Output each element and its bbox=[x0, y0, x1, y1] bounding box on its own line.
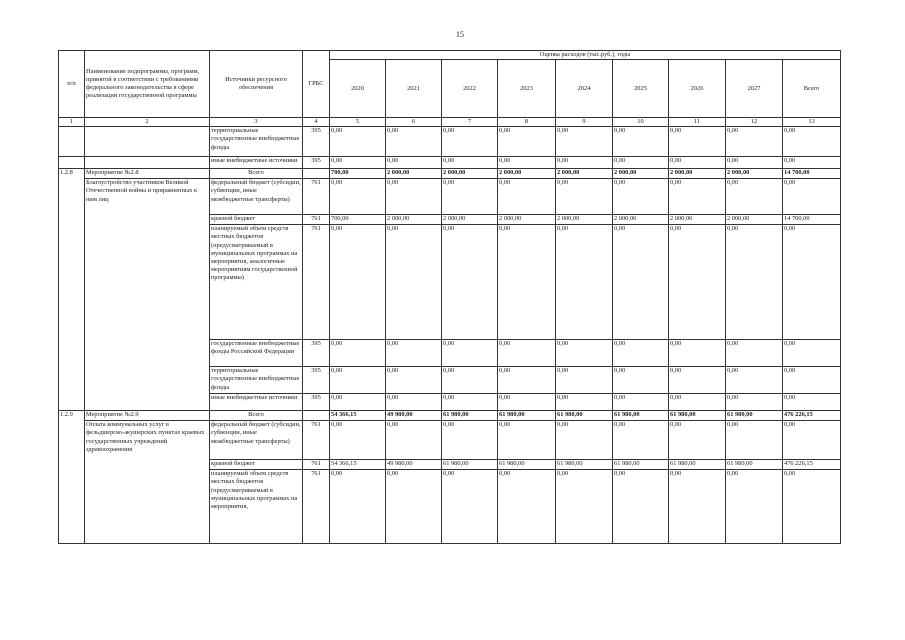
activity-number: 1.2.9 bbox=[59, 411, 85, 544]
budget-table bbox=[58, 50, 841, 544]
value-cell: 0,00 bbox=[783, 179, 841, 215]
header-year: 2020 bbox=[330, 60, 386, 118]
value-cell: 0,00 bbox=[726, 225, 783, 340]
header-col-number: 10 bbox=[613, 118, 669, 127]
value-cell: 0,00 bbox=[726, 127, 783, 157]
value-cell: 0,00 bbox=[556, 394, 613, 411]
table-row bbox=[59, 421, 841, 460]
header-col-number: 2 bbox=[85, 118, 210, 127]
value-cell: 0,00 bbox=[330, 421, 386, 460]
source-cell: территориальные государственные внебюджетные фонды bbox=[210, 367, 303, 394]
value-cell: 0,00 bbox=[669, 127, 726, 157]
value-cell: 2 000,00 bbox=[498, 215, 556, 225]
value-cell: 0,00 bbox=[386, 367, 442, 394]
grbs-cell: 761 bbox=[303, 470, 330, 544]
value-cell: 0,00 bbox=[783, 367, 841, 394]
value-cell: 0,00 bbox=[442, 470, 498, 544]
grbs-cell: 761 bbox=[303, 215, 330, 225]
value-cell: 0,00 bbox=[386, 179, 442, 215]
value-cell: 0,00 bbox=[726, 470, 783, 544]
value-cell: 0,00 bbox=[330, 340, 386, 367]
activity-description: Оплата коммунальных услуг в фельдшерско-акушерских пунктах краевых государственных учреждений здравоохранения bbox=[85, 421, 210, 544]
value-cell: 0,00 bbox=[783, 157, 841, 169]
source-cell: иные внебюджетные источники bbox=[210, 394, 303, 411]
value-cell: 0,00 bbox=[386, 340, 442, 367]
header-year: 2023 bbox=[498, 60, 556, 118]
value-cell: 0,00 bbox=[669, 340, 726, 367]
value-cell: 0,00 bbox=[669, 367, 726, 394]
value-cell: 2 000,00 bbox=[386, 215, 442, 225]
value-cell: 0,00 bbox=[442, 394, 498, 411]
value-cell: 0,00 bbox=[613, 470, 669, 544]
header-year: 2022 bbox=[442, 60, 498, 118]
grbs-cell: 395 bbox=[303, 394, 330, 411]
value-cell: 49 980,00 bbox=[386, 460, 442, 470]
source-cell: государственные внебюджетные фонды Российской Федерации bbox=[210, 340, 303, 367]
value-cell: 0,00 bbox=[498, 157, 556, 169]
value-cell: 0,00 bbox=[783, 470, 841, 544]
value-cell: 0,00 bbox=[498, 394, 556, 411]
value-cell: 0,00 bbox=[783, 394, 841, 411]
activity-number: 1.2.8 bbox=[59, 169, 85, 411]
value-cell: 2 000,00 bbox=[442, 215, 498, 225]
value-cell: 61 980,00 bbox=[442, 460, 498, 470]
value-cell: 0,00 bbox=[669, 179, 726, 215]
source-cell: федеральный бюджет (субсидии, субвенции, иные межбюджетные трансферты) bbox=[210, 421, 303, 460]
value-cell: 0,00 bbox=[498, 421, 556, 460]
source-total-cell: Всего bbox=[210, 169, 303, 179]
grbs-cell: 761 bbox=[303, 179, 330, 215]
value-cell: 61 980,00 bbox=[669, 411, 726, 421]
header-col-number: 4 bbox=[303, 118, 330, 127]
grbs-cell: 395 bbox=[303, 157, 330, 169]
table-row bbox=[59, 411, 841, 421]
value-cell: 2 000,00 bbox=[613, 215, 669, 225]
header-col-number: 9 bbox=[556, 118, 613, 127]
header-col-number: 8 bbox=[498, 118, 556, 127]
value-cell: 0,00 bbox=[783, 421, 841, 460]
value-cell: 61 980,00 bbox=[498, 460, 556, 470]
value-cell: 2 000,00 bbox=[386, 169, 442, 179]
value-cell: 0,00 bbox=[386, 470, 442, 544]
value-cell: 14 700,00 bbox=[783, 169, 841, 179]
grbs-cell bbox=[303, 411, 330, 421]
value-cell: 0,00 bbox=[442, 225, 498, 340]
header-source: Источники ресурсного обеспечения bbox=[210, 51, 303, 118]
num-cell bbox=[59, 157, 85, 169]
grbs-cell: 395 bbox=[303, 367, 330, 394]
value-cell: 0,00 bbox=[442, 127, 498, 157]
value-cell: 700,00 bbox=[330, 169, 386, 179]
value-cell: 0,00 bbox=[330, 127, 386, 157]
value-cell: 0,00 bbox=[783, 225, 841, 340]
header-year: 2026 bbox=[669, 60, 726, 118]
value-cell: 2 000,00 bbox=[726, 215, 783, 225]
value-cell: 0,00 bbox=[613, 225, 669, 340]
value-cell: 0,00 bbox=[669, 394, 726, 411]
source-cell: краевой бюджет bbox=[210, 460, 303, 470]
value-cell: 0,00 bbox=[669, 470, 726, 544]
value-cell: 0,00 bbox=[498, 340, 556, 367]
value-cell: 61 980,00 bbox=[556, 460, 613, 470]
value-cell: 0,00 bbox=[498, 127, 556, 157]
header-col-number: 11 bbox=[669, 118, 726, 127]
value-cell: 0,00 bbox=[613, 127, 669, 157]
source-cell: федеральный бюджет (субсидии, субвенции, иные межбюджетные трансферты) bbox=[210, 179, 303, 215]
value-cell: 2 000,00 bbox=[498, 169, 556, 179]
name-cell bbox=[85, 127, 210, 157]
value-cell: 0,00 bbox=[330, 394, 386, 411]
value-cell: 61 980,00 bbox=[613, 411, 669, 421]
grbs-cell: 395 bbox=[303, 127, 330, 157]
value-cell: 0,00 bbox=[613, 340, 669, 367]
value-cell: 2 000,00 bbox=[669, 169, 726, 179]
value-cell: 0,00 bbox=[330, 179, 386, 215]
value-cell: 0,00 bbox=[498, 470, 556, 544]
name-cell bbox=[85, 157, 210, 169]
source-total-cell: Всего bbox=[210, 411, 303, 421]
value-cell: 61 980,00 bbox=[442, 411, 498, 421]
activity-title: Мероприятие №2.9 bbox=[85, 411, 210, 421]
table-row bbox=[59, 127, 841, 157]
header-col-number: 12 bbox=[726, 118, 783, 127]
value-cell: 0,00 bbox=[613, 394, 669, 411]
value-cell: 49 980,00 bbox=[386, 411, 442, 421]
header-year: 2021 bbox=[386, 60, 442, 118]
value-cell: 0,00 bbox=[442, 421, 498, 460]
activity-description: Благоустройство участников Великой Отечественной войны и приравненных к ним лиц bbox=[85, 179, 210, 411]
value-cell: 0,00 bbox=[556, 421, 613, 460]
value-cell: 0,00 bbox=[669, 421, 726, 460]
value-cell: 2 000,00 bbox=[613, 169, 669, 179]
value-cell: 0,00 bbox=[498, 367, 556, 394]
value-cell: 0,00 bbox=[556, 470, 613, 544]
value-cell: 61 980,00 bbox=[726, 411, 783, 421]
num-cell bbox=[59, 127, 85, 157]
value-cell: 0,00 bbox=[330, 470, 386, 544]
value-cell: 0,00 bbox=[613, 421, 669, 460]
value-cell: 0,00 bbox=[556, 367, 613, 394]
value-cell: 0,00 bbox=[783, 127, 841, 157]
source-cell: территориальные государственные внебюджетные фонды bbox=[210, 127, 303, 157]
grbs-cell: 761 bbox=[303, 421, 330, 460]
value-cell: 0,00 bbox=[442, 340, 498, 367]
header-num: п/п bbox=[59, 51, 85, 118]
value-cell: 0,00 bbox=[442, 157, 498, 169]
value-cell: 0,00 bbox=[330, 367, 386, 394]
table-row bbox=[59, 169, 841, 179]
value-cell: 2 000,00 bbox=[556, 215, 613, 225]
value-cell: 0,00 bbox=[726, 179, 783, 215]
value-cell: 14 700,00 bbox=[783, 215, 841, 225]
value-cell: 61 980,00 bbox=[726, 460, 783, 470]
header-col-number: 7 bbox=[442, 118, 498, 127]
value-cell: 0,00 bbox=[726, 421, 783, 460]
value-cell: 0,00 bbox=[442, 367, 498, 394]
table-row bbox=[59, 157, 841, 169]
value-cell: 0,00 bbox=[783, 340, 841, 367]
value-cell: 0,00 bbox=[386, 421, 442, 460]
value-cell: 54 366,15 bbox=[330, 411, 386, 421]
value-cell: 476 226,15 bbox=[783, 411, 841, 421]
activity-title: Мероприятие №2.8 bbox=[85, 169, 210, 179]
value-cell: 0,00 bbox=[556, 179, 613, 215]
grbs-cell: 395 bbox=[303, 340, 330, 367]
source-cell: планируемый объем средств местных бюджетов (предусматриваемый в муниципальных программах на мероприятия, bbox=[210, 470, 303, 544]
page-number: 15 bbox=[456, 30, 464, 39]
value-cell: 2 000,00 bbox=[442, 169, 498, 179]
value-cell: 0,00 bbox=[726, 340, 783, 367]
value-cell: 0,00 bbox=[386, 394, 442, 411]
value-cell: 0,00 bbox=[726, 157, 783, 169]
table-row bbox=[59, 179, 841, 215]
value-cell: 0,00 bbox=[386, 157, 442, 169]
value-cell: 0,00 bbox=[498, 225, 556, 340]
header-year: 2027 bbox=[726, 60, 783, 118]
value-cell: 0,00 bbox=[330, 157, 386, 169]
value-cell: 0,00 bbox=[726, 394, 783, 411]
value-cell: 476 226,15 bbox=[783, 460, 841, 470]
source-cell: иные внебюджетные источники bbox=[210, 157, 303, 169]
grbs-cell: 761 bbox=[303, 225, 330, 340]
header-year: 2025 bbox=[613, 60, 669, 118]
value-cell: 0,00 bbox=[726, 367, 783, 394]
header-year: 2024 bbox=[556, 60, 613, 118]
header-col-number: 3 bbox=[210, 118, 303, 127]
value-cell: 0,00 bbox=[556, 225, 613, 340]
source-cell: планируемый объем средств местных бюджетов (предусматриваемый в муниципальных программах на мероприятия, аналогичные мероприятиям государственной программы) bbox=[210, 225, 303, 340]
header-estimate: Оценка расходов (тыс.руб.), годы bbox=[330, 51, 841, 60]
value-cell: 0,00 bbox=[442, 179, 498, 215]
header-year: Всего bbox=[783, 60, 841, 118]
value-cell: 0,00 bbox=[498, 179, 556, 215]
value-cell: 0,00 bbox=[613, 179, 669, 215]
value-cell: 0,00 bbox=[386, 225, 442, 340]
header-name: Наименование подпрограммы, программ, принятой в соответствии с требованиями федерального законодательства в сфере реализации государственной программы bbox=[85, 51, 210, 118]
value-cell: 61 980,00 bbox=[498, 411, 556, 421]
value-cell: 2 000,00 bbox=[726, 169, 783, 179]
value-cell: 61 980,00 bbox=[669, 460, 726, 470]
value-cell: 0,00 bbox=[669, 225, 726, 340]
header-col-number: 1 bbox=[59, 118, 85, 127]
value-cell: 61 980,00 bbox=[613, 460, 669, 470]
value-cell: 700,00 bbox=[330, 215, 386, 225]
grbs-cell bbox=[303, 169, 330, 179]
value-cell: 0,00 bbox=[386, 127, 442, 157]
value-cell: 0,00 bbox=[556, 340, 613, 367]
value-cell: 0,00 bbox=[556, 157, 613, 169]
value-cell: 0,00 bbox=[330, 225, 386, 340]
header-col-number: 6 bbox=[386, 118, 442, 127]
header-grbs: ГРБС bbox=[303, 51, 330, 118]
header-col-number: 13 bbox=[783, 118, 841, 127]
header-col-number: 5 bbox=[330, 118, 386, 127]
value-cell: 2 000,00 bbox=[556, 169, 613, 179]
value-cell: 54 366,15 bbox=[330, 460, 386, 470]
grbs-cell: 761 bbox=[303, 460, 330, 470]
value-cell: 61 980,00 bbox=[556, 411, 613, 421]
value-cell: 0,00 bbox=[613, 157, 669, 169]
value-cell: 0,00 bbox=[556, 127, 613, 157]
value-cell: 2 000,00 bbox=[669, 215, 726, 225]
value-cell: 0,00 bbox=[669, 157, 726, 169]
value-cell: 0,00 bbox=[613, 367, 669, 394]
source-cell: краевой бюджет bbox=[210, 215, 303, 225]
